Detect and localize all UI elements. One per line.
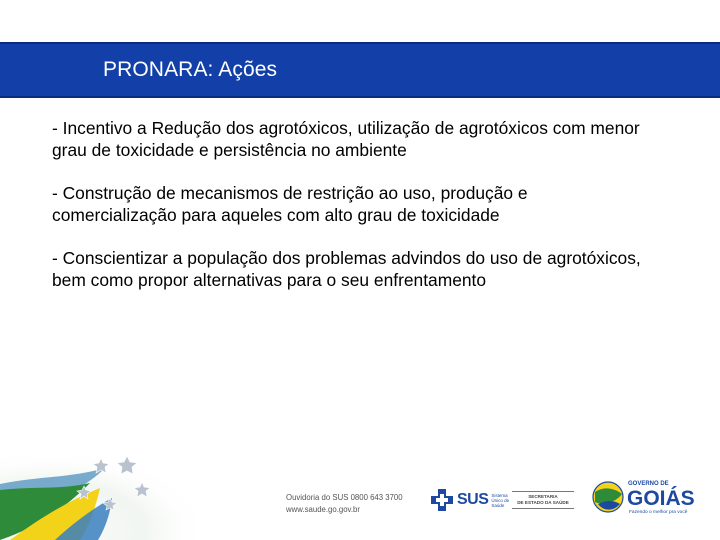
goias-emblem-icon (592, 480, 624, 514)
secretaria-logo (512, 491, 574, 509)
bullet-paragraph-2: - Construção de mecanismos de restrição ao uso, produção e comercialização para aqueles com alto grau de toxicidade (52, 183, 528, 225)
ouvidoria-phone: Ouvidoria do SUS 0800 643 3700 (286, 493, 403, 502)
secretaria-line-2: DE ESTADO DA SAÚDE (517, 500, 569, 505)
bullet-paragraph-3: - Conscientizar a população dos problemas advindos do uso de agrotóxicos, bem como propor alternativas para o seu enfrentamento (52, 248, 641, 290)
goias-government-logo (592, 478, 702, 518)
secretaria-line-1: SECRETARIA (528, 494, 558, 499)
slide-title: PRONARA: Ações (103, 58, 278, 81)
title-bar (0, 42, 720, 98)
ouvidoria-info (286, 492, 403, 516)
website-link: www.saude.go.gov.br (286, 505, 360, 514)
sus-logo (430, 487, 513, 513)
sus-cross-icon (430, 488, 454, 512)
sus-wordmark: SUS (457, 491, 489, 508)
sus-subtitle: Sistema Único de Saúde (491, 492, 510, 508)
bullet-paragraph-1: - Incentivo a Redução dos agrotóxicos, utilização de agrotóxicos com menor grau de toxicidade e persistência no ambiente (52, 118, 640, 160)
decorative-swoosh-with-stars (0, 438, 200, 540)
goias-slogan: Fazendo o melhor pra você (629, 510, 688, 515)
slide-content (52, 117, 652, 312)
goias-gov-label: GOVERNO DE (628, 481, 669, 487)
goias-wordmark: GOIÁS (627, 487, 695, 510)
